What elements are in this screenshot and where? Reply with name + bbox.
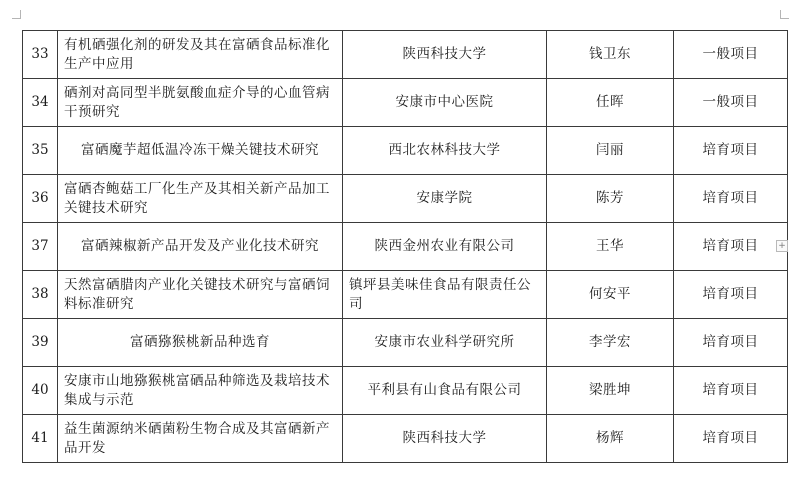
project-title: 富硒辣椒新产品开发及产业化技术研究 — [81, 238, 319, 254]
row-number: 40 — [23, 367, 58, 415]
project-type: 培育项目 — [702, 238, 759, 254]
organization: 安康市农业科学研究所 — [374, 334, 515, 350]
project-leader: 闫丽 — [596, 142, 624, 158]
organization: 陕西金州农业有限公司 — [374, 238, 515, 254]
organization: 西北农林科技大学 — [388, 142, 501, 158]
project-title: 硒剂对高同型半胱氨酸血症介导的心血管病干预研究 — [64, 84, 330, 120]
table-row — [23, 271, 788, 319]
project-type: 培育项目 — [702, 286, 759, 302]
row-number: 39 — [23, 319, 58, 367]
row-number: 34 — [23, 79, 58, 127]
organization: 安康市中心医院 — [395, 94, 494, 110]
row-number: 35 — [23, 127, 58, 175]
project-title: 有机硒强化剂的研发及其在富硒食品标准化生产中应用 — [64, 36, 330, 72]
row-number: 41 — [23, 415, 58, 463]
project-leader: 王华 — [596, 238, 624, 254]
project-leader: 李学宏 — [589, 334, 631, 350]
project-title: 安康市山地猕猴桃富硒品种筛选及栽培技术集成与示范 — [64, 372, 330, 408]
project-leader: 杨辉 — [596, 430, 624, 446]
row-number: 36 — [23, 175, 58, 223]
project-leader: 何安平 — [589, 286, 631, 302]
corner-crop-mark-left — [12, 10, 21, 19]
table-row — [23, 31, 788, 79]
corner-crop-mark-right — [780, 10, 789, 19]
project-type: 培育项目 — [702, 430, 759, 446]
project-type: 培育项目 — [702, 142, 759, 158]
table-row — [23, 319, 788, 367]
table-row — [23, 223, 788, 271]
row-number: 33 — [23, 31, 58, 79]
project-type: 培育项目 — [702, 334, 759, 350]
table-row — [23, 415, 788, 463]
project-type: 培育项目 — [702, 382, 759, 398]
project-type: 一般项目 — [702, 46, 759, 62]
organization: 陕西科技大学 — [402, 46, 487, 62]
project-leader: 钱卫东 — [589, 46, 631, 62]
project-type: 一般项目 — [702, 94, 759, 110]
table-row — [23, 127, 788, 175]
row-number: 37 — [23, 223, 58, 271]
row-number: 38 — [23, 271, 58, 319]
organization: 平利县有山食品有限公司 — [367, 382, 522, 398]
project-type: 培育项目 — [702, 190, 759, 206]
table-row — [23, 79, 788, 127]
table-row — [23, 175, 788, 223]
project-leader: 梁胜坤 — [589, 382, 631, 398]
project-title: 富硒杏鲍菇工厂化生产及其相关新产品加工关键技术研究 — [64, 180, 330, 216]
project-leader: 任晖 — [596, 94, 624, 110]
project-table-body — [23, 31, 788, 463]
project-title: 富硒魔芋超低温冷冻干燥关键技术研究 — [81, 142, 319, 158]
organization: 安康学院 — [416, 190, 473, 206]
project-title: 富硒猕猴桃新品种选育 — [130, 334, 270, 350]
project-table — [22, 30, 788, 463]
project-leader: 陈芳 — [596, 190, 624, 206]
project-title: 益生菌源纳米硒菌粉生物合成及其富硒新产品开发 — [64, 420, 330, 456]
organization: 陕西科技大学 — [402, 430, 487, 446]
table-row — [23, 367, 788, 415]
organization: 镇坪县美味佳食品有限责任公司 — [349, 276, 531, 312]
project-title: 天然富硒腊肉产业化关键技术研究与富硒饲料标准研究 — [64, 276, 330, 312]
plus-icon[interactable]: + — [776, 240, 788, 252]
